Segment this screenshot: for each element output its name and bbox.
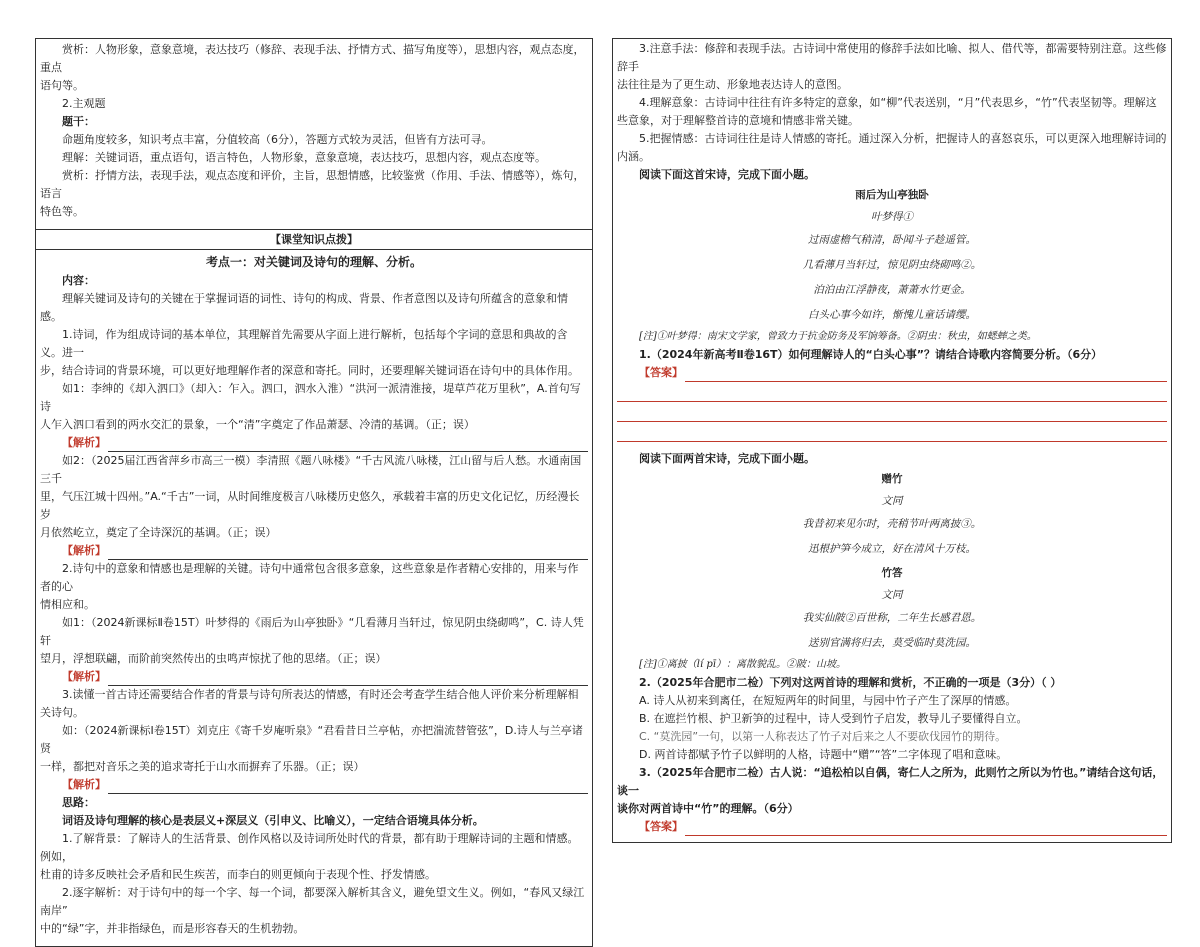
poem-author: 叶梦得① bbox=[871, 211, 913, 223]
overview-line: 语句等。 bbox=[40, 79, 84, 92]
paragraph: 4.理解意象：古诗词中往往有许多特定的意象，如“柳”代表送别，“月”代表思乡，“竹”代表坚韧等。理解这 bbox=[639, 96, 1157, 109]
poem-line: 送别官满将归去，莫受临时莫洗园。 bbox=[808, 637, 976, 649]
method-item: 2.逐字解析：对于诗句中的每一个字、每一个词，都要深入解析其含义，避免望文生义。例如，“春风又绿江南岸” bbox=[40, 886, 585, 917]
exam-overview-box bbox=[36, 39, 592, 223]
overview-line: 赏析：抒情方法，表现手法，观点态度和评价，主旨，思想情感，比较鉴赏（作用、手法、情感等），炼句，语言 bbox=[40, 169, 585, 200]
answer-line[interactable] bbox=[617, 422, 1167, 442]
analysis-blank[interactable] bbox=[36, 542, 592, 560]
paragraph: 1.诗词，作为组成诗词的基本单位，其理解首先需要从字面上进行解析，包括每个字词的意思和典故的含义。进一 bbox=[40, 328, 568, 359]
paragraph: 些意象，对于理解整首诗的意境和情感非常关键。 bbox=[617, 114, 859, 127]
overview-line: 特色等。 bbox=[40, 205, 84, 218]
paragraph: 法往往是为了更生动、形象地表达诗人的意图。 bbox=[617, 78, 848, 91]
example: 如：（2024新课标Ⅰ卷15T）刘克庄《寄千岁庵听泉》“君看昔日兰亭帖，亦把湍流替管弦”，D.诗人与兰亭诸贤 bbox=[40, 724, 583, 755]
paragraph: 2.诗句中的意象和情感也是理解的关键。诗句中通常包含很多意象，这些意象是作者精心安排的，用来与作者的心 bbox=[40, 562, 579, 593]
example: 如1：（2024新课标Ⅱ卷15T）叶梦得的《雨后为山亭独卧》“几看薄月当轩过，惊见阴虫绕砌鸣”，C. 诗人凭轩 bbox=[40, 616, 584, 647]
answer-label: 【答案】 bbox=[639, 366, 683, 379]
poem-line: 过雨虚檐气稍清，卧闻斗子趁遥管。 bbox=[808, 234, 976, 246]
poem-author: 文同 bbox=[881, 589, 903, 601]
poem-title: 雨后为山亭独卧 bbox=[855, 189, 929, 201]
poem-line: 几看薄月当轩过，惊见阴虫绕砌鸣②。 bbox=[802, 259, 982, 271]
left-column bbox=[35, 38, 593, 947]
poem-title: 竹答 bbox=[881, 567, 903, 579]
option-c[interactable]: C. “莫洗园”一句，以第一人称表达了竹子对后来之人不要砍伐园竹的期待。 bbox=[639, 730, 1007, 743]
answer-line bbox=[108, 781, 588, 794]
analysis-label: 【解析】 bbox=[62, 778, 106, 791]
example: 人乍入泗口看到的两水交汇的景象，一个“清”字奠定了作品萧瑟、冷清的基调。（正；误） bbox=[40, 418, 475, 431]
overview-line: 题干： bbox=[62, 115, 95, 128]
section-header: 【课堂知识点拨】 bbox=[36, 229, 592, 250]
answer-line bbox=[685, 369, 1167, 382]
paragraph: 5.把握情感：古诗词往往是诗人情感的寄托。通过深入分析，把握诗人的喜怒哀乐，可以更深入地理解诗词的内涵。 bbox=[617, 132, 1167, 163]
poem-line: 我实仙陂②百世称，二年生长感君恩。 bbox=[802, 612, 982, 624]
right-column bbox=[612, 38, 1172, 843]
overview-line: 赏析：人物形象，意象意境，表达技巧（修辞、表现手法、抒情方式、描写角度等），思想内容，观点态度，重点 bbox=[40, 43, 585, 74]
poem-line: 泊泊由江浮静夜，萧萧水竹更金。 bbox=[813, 284, 971, 296]
answer-line bbox=[108, 439, 588, 452]
paragraph: 步，结合诗词的背景环境，可以更好地理解作者的深意和寄托。同时，还要理解关键词语在诗句中的具体作用。 bbox=[40, 364, 579, 377]
reading-instruction: 阅读下面这首宋诗，完成下面小题。 bbox=[639, 168, 815, 181]
analysis-blank[interactable] bbox=[36, 434, 592, 452]
method-item: 杜甫的诗多反映社会矛盾和民生疾苦，而李白的则更倾向于表现个性、抒发情感。 bbox=[40, 868, 436, 881]
example: 月依然屹立，奠定了全诗深沉的基调。（正；误） bbox=[40, 526, 277, 539]
method-label: 思路： bbox=[62, 796, 95, 809]
analysis-blank[interactable] bbox=[36, 776, 592, 794]
analysis-label: 【解析】 bbox=[62, 670, 106, 683]
paragraph: 情相应和。 bbox=[40, 598, 95, 611]
question-3-cont: 谈你对两首诗中“竹”的理解。（6分） bbox=[617, 802, 799, 815]
answer-line bbox=[108, 673, 588, 686]
example: 如2：（2025届江西省萍乡市高三一模）李清照《题八咏楼》“千古风流八咏楼，江山留与后人愁。水通南国三千 bbox=[40, 454, 582, 485]
example: 如1：李绅的《却入泗口》（却入：乍入。泗口，泗水入淮）“洪河一派清淮接，堤草芦花万里秋”，A.首句写诗 bbox=[40, 382, 581, 413]
overview-line: 2.主观题 bbox=[62, 97, 106, 110]
answer-blank[interactable] bbox=[613, 364, 1171, 382]
analysis-label: 【解析】 bbox=[62, 436, 106, 449]
answer-blank[interactable] bbox=[613, 818, 1171, 836]
answer-line bbox=[108, 547, 588, 560]
poem-note: [注]①叶梦得：南宋文学家，曾致力于抗金防务及军饷筹备。②阴虫：秋虫，如蟋蟀之类。 bbox=[639, 331, 1037, 342]
answer-line bbox=[685, 823, 1167, 836]
option-d[interactable]: D. 两首诗都赋予竹子以鲜明的人格，诗题中“赠”“答”二字体现了唱和意味。 bbox=[639, 748, 1008, 761]
example: 一样，都把对音乐之美的追求寄托于山水而摒弃了乐器。（正；误） bbox=[40, 760, 365, 773]
answer-line[interactable] bbox=[617, 402, 1167, 422]
option-b[interactable]: B. 在遮拦竹根、护卫新笋的过程中，诗人受到竹子启发，教导儿子要懂得自立。 bbox=[639, 712, 1028, 725]
knowledge-point-title: 考点一：对关键词及诗句的理解、分析。 bbox=[205, 255, 422, 269]
method-core: 词语及诗句理解的核心是表层义+深层义（引申义、比喻义），一定结合语境具体分析。 bbox=[62, 814, 484, 827]
paragraph: 理解关键词及诗句的关键在于掌握词语的词性、诗句的构成、背景、作者意图以及诗句所蕴含的意象和情感。 bbox=[40, 292, 568, 323]
method-item: 1.了解背景：了解诗人的生活背景、创作风格以及诗词所处时代的背景，都有助于理解诗词的主题和情感。例如， bbox=[40, 832, 579, 863]
overview-line: 命题角度较多，知识考点丰富，分值较高（6分），答题方式较为灵活，但皆有方法可寻。 bbox=[62, 133, 493, 146]
question-2: 2.（2025年合肥市二检）下列对这两首诗的理解和赏析，不正确的一项是（3分）（ ） bbox=[639, 676, 1062, 689]
analysis-label: 【解析】 bbox=[62, 544, 106, 557]
poem-title: 赠竹 bbox=[881, 473, 903, 485]
option-a[interactable]: A. 诗人从初来到离任，在短短两年的时间里，与园中竹子产生了深厚的情感。 bbox=[639, 694, 1017, 707]
content-label: 内容： bbox=[62, 274, 95, 287]
reading-instruction: 阅读下面两首宋诗，完成下面小题。 bbox=[639, 452, 815, 465]
answer-line[interactable] bbox=[617, 382, 1167, 402]
paragraph: 3.读懂一首古诗还需要结合作者的背景与诗句所表达的情感，有时还会考查学生结合他人评价来分析理解相关诗句。 bbox=[40, 688, 579, 719]
overview-line: 理解：关键词语，重点语句，语言特色，人物形象，意象意境，表达技巧，思想内容，观点态度等。 bbox=[62, 151, 546, 164]
poem-author: 文同 bbox=[881, 495, 903, 507]
question-1: 1.（2024年新高考Ⅱ卷16T）如何理解诗人的“白头心事”？请结合诗歌内容简要分析。（6分） bbox=[639, 348, 1103, 361]
poem-line: 我昔初来见尔时，壳稍节叶两离披③。 bbox=[802, 518, 982, 530]
poem-note: [注]①离披（lí pī）：离散貌乱。②陂：山坡。 bbox=[639, 659, 846, 670]
question-3: 3.（2025年合肥市二检）古人说：“追松柏以自偶，寄仁人之所为，此则竹之所以为竹也。”请结合这句话，谈一 bbox=[617, 766, 1164, 797]
example: 望月，浮想联翩，而阶前突然传出的虫鸣声惊扰了他的思绪。（正；误） bbox=[40, 652, 387, 665]
paragraph: 3.注意手法：修辞和表现手法。古诗词中常使用的修辞手法如比喻、拟人、借代等，都需要特别注意。这些修辞手 bbox=[617, 42, 1167, 73]
method-item: 中的“绿”字，并非指绿色，而是形容春天的生机勃勃。 bbox=[40, 922, 305, 935]
analysis-blank[interactable] bbox=[36, 668, 592, 686]
example: 里，气压江城十四州。”A.“千古”一词，从时间维度极言八咏楼历史悠久，承载着丰富的历史文化记忆，历经漫长岁 bbox=[40, 490, 580, 521]
answer-label: 【答案】 bbox=[639, 820, 683, 833]
poem-line: 迅根护笋今成立，好在清风十万枝。 bbox=[808, 543, 976, 555]
poem-line: 白头心事今如许，惭愧儿童话请缨。 bbox=[808, 309, 976, 321]
